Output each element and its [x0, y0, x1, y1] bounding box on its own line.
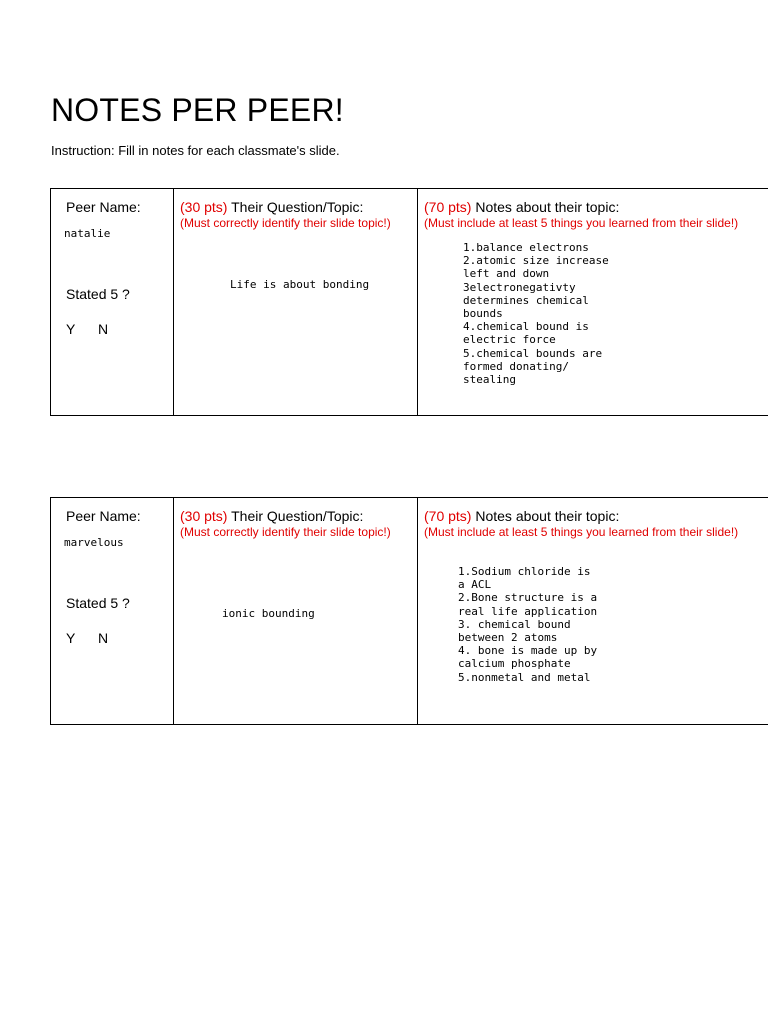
notes-list — [458, 565, 597, 684]
peer-info-cell — [51, 189, 174, 416]
topic-cell — [174, 498, 418, 725]
note-line: 5.nonmetal and metal — [458, 670, 591, 684]
notes-instruction: (Must include at least 5 things you learned from their slide!) — [424, 216, 739, 230]
note-line: bounds — [463, 307, 503, 321]
topic-value: ionic bounding — [222, 607, 315, 620]
points-label: (30 pts) — [180, 508, 228, 524]
topic-cell — [174, 189, 418, 416]
peer-name-label: Peer Name: — [66, 199, 141, 215]
peer-table-1 — [50, 188, 768, 416]
peer-name-value: natalie — [64, 227, 111, 240]
topic-instruction: (Must correctly identify their slide topic!) — [180, 525, 391, 539]
yes-option[interactable]: Y — [66, 321, 76, 337]
stated-label: Stated 5 ? — [66, 595, 130, 611]
notes-cell — [418, 189, 768, 416]
topic-instruction: (Must correctly identify their slide topic!) — [180, 216, 391, 230]
notes-list — [463, 241, 609, 386]
note-line: 3. chemical bound — [458, 617, 571, 631]
topic-heading-text: Their Question/Topic: — [227, 199, 364, 215]
note-line: between 2 atoms — [458, 631, 558, 645]
note-line: 4. bone is made up by — [458, 644, 598, 658]
notes-instruction: (Must include at least 5 things you learned from their slide!) — [424, 525, 739, 539]
note-line: formed donating/ — [463, 359, 569, 373]
notes-heading — [424, 508, 619, 524]
yes-option[interactable]: Y — [66, 630, 76, 646]
page-title: NOTES PER PEER! — [51, 92, 344, 128]
peer-name-value: marvelous — [64, 536, 124, 549]
peer-name-label: Peer Name: — [66, 508, 141, 524]
note-line: 1.balance electrons — [463, 241, 589, 254]
stated-label: Stated 5 ? — [66, 286, 130, 302]
no-option[interactable]: N — [98, 630, 109, 646]
topic-heading-text: Their Question/Topic: — [227, 508, 364, 524]
note-line: 4.chemical bound is — [463, 320, 589, 334]
notes-heading-text: Notes about their topic: — [471, 508, 620, 524]
note-line: determines chemical — [463, 293, 589, 307]
points-label: (30 pts) — [180, 199, 228, 215]
note-line: electric force — [463, 333, 556, 347]
topic-heading — [180, 508, 363, 524]
peer-table-2 — [50, 497, 768, 725]
notes-cell — [418, 498, 768, 725]
note-line: real life application — [458, 604, 598, 618]
note-line: a ACL — [458, 578, 492, 592]
points-label: (70 pts) — [424, 508, 472, 524]
points-label: (70 pts) — [424, 199, 472, 215]
notes-heading — [424, 199, 619, 215]
notes-heading-text: Notes about their topic: — [471, 199, 620, 215]
note-line: calcium phosphate — [458, 657, 571, 671]
note-line: stealing — [463, 373, 516, 387]
topic-value: Life is about bonding — [230, 278, 370, 291]
note-line: 1.Sodium chloride is — [458, 565, 591, 578]
instruction-text: Instruction: Fill in notes for each classmate's slide. — [51, 143, 340, 158]
topic-heading — [180, 199, 363, 215]
peer-info-cell — [51, 498, 174, 725]
no-option[interactable]: N — [98, 321, 109, 337]
note-line: 2.Bone structure is a — [458, 591, 598, 605]
note-line: 3electronegativty — [463, 280, 576, 294]
note-line: left and down — [463, 267, 550, 281]
table-row — [51, 189, 768, 416]
note-line: 2.atomic size increase — [463, 254, 609, 268]
note-line: 5.chemical bounds are — [463, 346, 603, 360]
table-row — [51, 498, 768, 725]
